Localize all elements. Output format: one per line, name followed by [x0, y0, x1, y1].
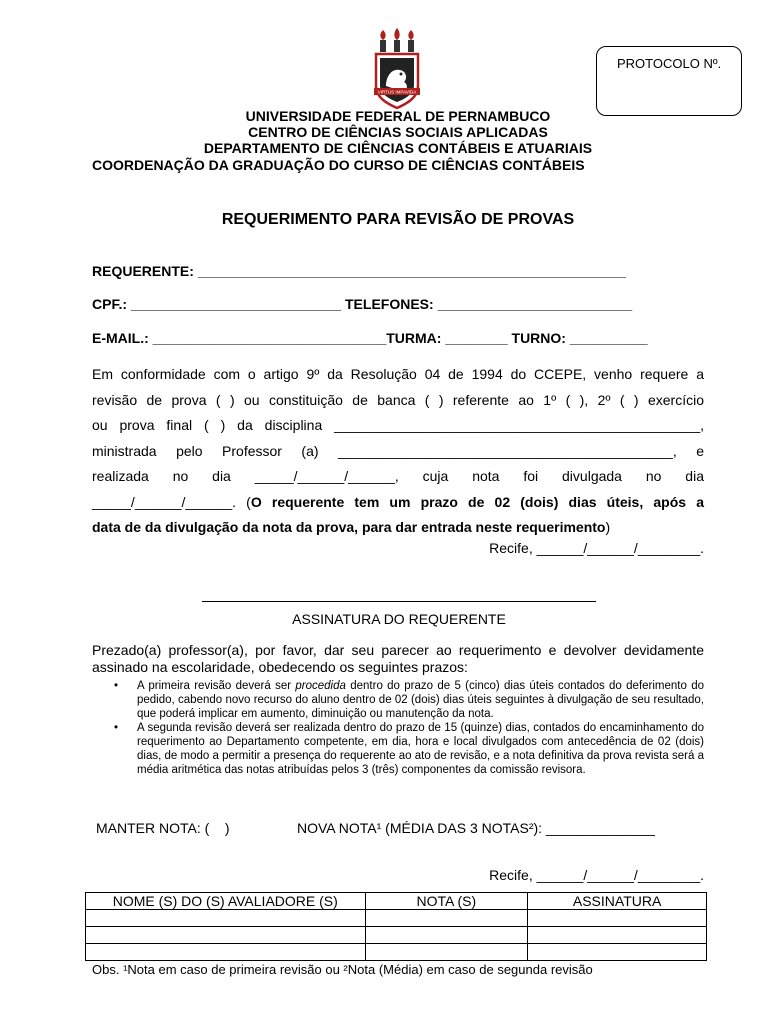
paragraph-line [92, 515, 704, 541]
nova-nota-field: NOVA NOTA¹ (MÉDIA DAS 3 NOTAS²): ______________ [297, 820, 655, 836]
professor-instructions: Prezado(a) professor(a), por favor, dar seu parecer ao requerimento e devolver devidamente assinado na escolaridade, obedecendo os seguintes prazos: [92, 642, 704, 675]
paragraph-line: revisão de prova ( ) ou constituição de banca ( ) referente ao 1º ( ), 2º ( ) exercício [92, 391, 704, 408]
table-cell [86, 944, 366, 961]
closing-paren: ) [605, 519, 611, 535]
signature-line [202, 601, 596, 602]
paragraph-line: realizada no dia _____/______/______, cuja nota foi divulgada no dia [92, 468, 704, 484]
deadline-notice: O requerente tem um prazo de 02 (dois) dias úteis, após a [250, 493, 704, 510]
table-row [86, 910, 707, 927]
form-title: REQUERIMENTO PARA REVISÃO DE PROVAS [221, 211, 575, 228]
table-cell [528, 910, 707, 927]
column-header: NOTA (S) [365, 893, 528, 910]
deadline-notice-cont: data de da divulgação da nota da prova, para dar entrada neste requerimento [92, 519, 606, 535]
table-cell [528, 944, 707, 961]
bullet-icon: • [114, 722, 119, 734]
deadline-rules-list [92, 679, 704, 777]
protocol-box [596, 46, 742, 116]
table-cell [365, 944, 528, 961]
table-cell [365, 910, 528, 927]
protocol-label: PROTOCOLO Nº. [617, 56, 722, 71]
column-header: NOME (S) DO (S) AVALIADORE (S) [86, 893, 366, 910]
university-name: UNIVERSIDADE FEDERAL DE PERNAMBUCO [245, 108, 551, 124]
table-header-row [86, 893, 707, 910]
torch-icons [380, 28, 414, 52]
paragraph-line: ou prova final ( ) da disciplina _______________________________________________, [92, 417, 704, 433]
requerente-field: REQUERENTE: _______________________________________________________ [92, 263, 627, 279]
table-cell [365, 927, 528, 944]
date-line: Recife, ______/______/________. [489, 540, 704, 556]
signature-label: ASSINATURA DO REQUERENTE [292, 611, 506, 627]
date-line-2: Recife, ______/______/________. [489, 867, 704, 883]
email-turma-turno-field: E-MAIL.: ______________________________TURMA: ________ TURNO: __________ [92, 330, 648, 346]
column-header: ASSINATURA [528, 893, 707, 910]
list-item: • A primeira revisão deverá ser procedida dentro do prazo de 5 (cinco) dias úteis contados do deferimento do pedido, cabendo novo recurso do aluno dentro de 02 (dois) dias úteis seguintes à divulgação de seu resultado, que poderá implicar em aumento, diminuição ou manutenção da nota. [114, 680, 704, 720]
manter-nota-option: MANTER NOTA: ( ) [96, 820, 230, 836]
table-row [86, 927, 707, 944]
paragraph-line: ministrada pelo Professor (a) ___________________________________________, e [92, 442, 704, 459]
table-cell [86, 910, 366, 927]
table-row [86, 944, 707, 961]
table-cell [86, 927, 366, 944]
cpf-telefones-field: CPF.: ___________________________ TELEFONES: _________________________ [92, 296, 633, 312]
evaluators-table [85, 892, 707, 961]
department-name: DEPARTAMENTO DE CIÊNCIAS CONTÁBEIS E ATUARIAIS [203, 140, 593, 156]
table-cell [528, 927, 707, 944]
date-blank: _____/______/______. ( [92, 493, 251, 510]
request-paragraph [92, 362, 704, 541]
list-item: • A segunda revisão deverá ser realizada dentro do prazo de 15 (quinze) dias, contados do encaminhamento do requerimento ao Departamento competente, em dia, hora e local divulgados com antecedência de 02 (dois) dias, de modo a permitir a presença do requerente ao ato de revisão, e a nota definitiva da prova revista será a média aritmética das notas atribuídas pelos 3 (três) componentes da comissão revisora. [114, 722, 704, 776]
paragraph-line: Em conformidade com o artigo 9º da Resolução 04 de 1994 do CCEPE, venho requere a [92, 366, 704, 382]
crest-motto: VIRTUS IMPAVIDA [377, 89, 417, 95]
footnote: Obs. ¹Nota em caso de primeira revisão ou ²Nota (Média) em caso de segunda revisão [92, 962, 593, 977]
paragraph-line [92, 490, 704, 516]
coordination-name: COORDENAÇÃO DA GRADUAÇÃO DO CURSO DE CIÊNCIAS CONTÁBEIS [92, 157, 585, 173]
bullet-icon: • [114, 680, 119, 692]
center-name: CENTRO DE CIÊNCIAS SOCIAIS APLICADAS [248, 124, 548, 140]
university-crest-logo [370, 28, 424, 110]
